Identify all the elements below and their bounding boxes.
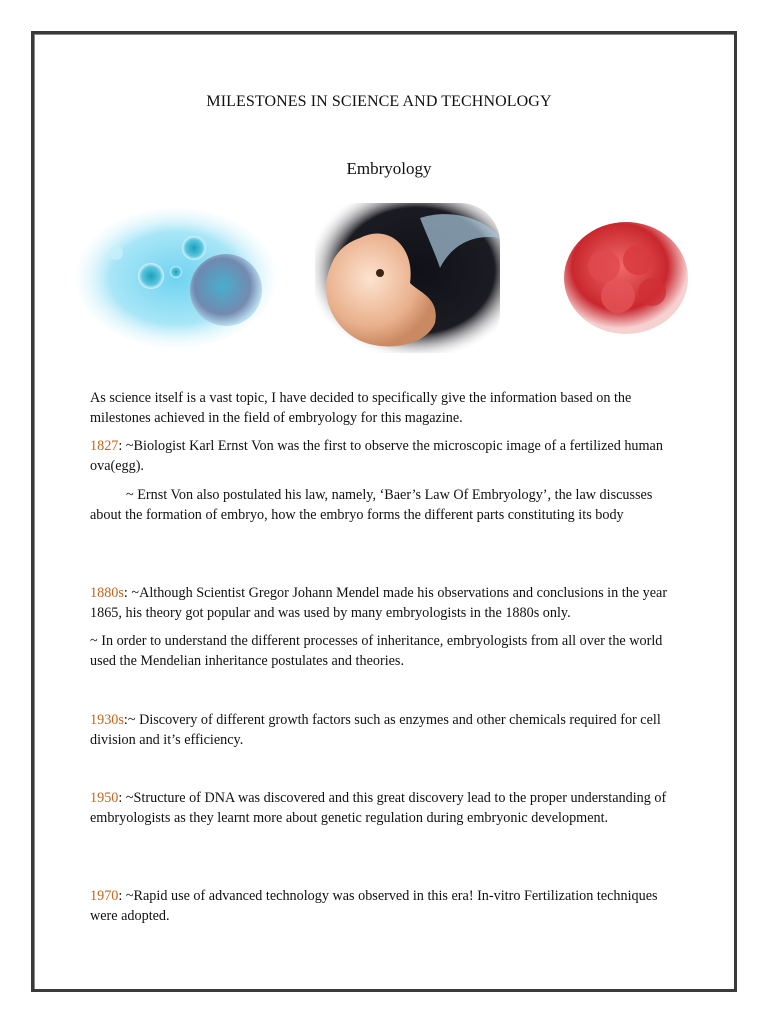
paragraph-1880-more: [90, 632, 680, 671]
text-1930s: :~ Discovery of different growth factors such as enzymes and other chemicals required for cell division and it’s efficiency.: [90, 712, 661, 748]
intro-paragraph: [90, 389, 680, 428]
intro-text: As science itself is a vast topic, I have decided to specifically give the information based on the milestones achieved in the field of embryology for this magazine.: [90, 390, 632, 426]
human-embryo-image: [300, 198, 500, 353]
paragraph-1930: [90, 711, 680, 750]
year-1930s: 1930s: [90, 712, 124, 728]
paragraph-1827: [90, 437, 680, 476]
text-1880s: : ~Although Scientist Gregor Johann Mendel made his observations and conclusions in the year 1865, his theory got popular and was used by many embryologists in the 1880s only.: [90, 585, 668, 621]
year-1950: 1950: [90, 790, 119, 806]
text-1880s-more: ~ In order to understand the different processes of inheritance, embryologists from all over the world used the Mendelian inheritance postulates and theories.: [90, 633, 663, 669]
year-1880s: 1880s: [90, 585, 124, 601]
document-subtitle: Embryology: [346, 159, 432, 178]
document-title: MILESTONES IN SCIENCE AND TECHNOLOGY: [206, 93, 552, 110]
year-1827: 1827: [90, 438, 119, 454]
morula-embryo-image: [556, 216, 696, 340]
paragraph-1880: [90, 584, 680, 623]
text-1950: : ~Structure of DNA was discovered and this great discovery lead to the proper understanding of embryologists as they learnt more about genetic regulation during embryonic development.: [90, 790, 667, 826]
paragraph-1827-more: [90, 486, 680, 525]
cells-micrograph-image: [76, 208, 276, 348]
text-1827: : ~Biologist Karl Ernst Von was the first to observe the microscopic image of a fertilized human ova(egg).: [90, 438, 663, 474]
paragraph-1970: [90, 887, 680, 926]
paragraph-1950: [90, 789, 680, 828]
text-1827-more: ~ Ernst Von also postulated his law, namely, ‘Baer’s Law Of Embryology’, the law discusses about the formation of embryo, how the embryo forms the different parts constituting its body: [90, 487, 653, 523]
year-1970: 1970: [90, 888, 119, 904]
text-1970: : ~Rapid use of advanced technology was observed in this era! In-vitro Fertilization techniques were adopted.: [90, 888, 658, 924]
